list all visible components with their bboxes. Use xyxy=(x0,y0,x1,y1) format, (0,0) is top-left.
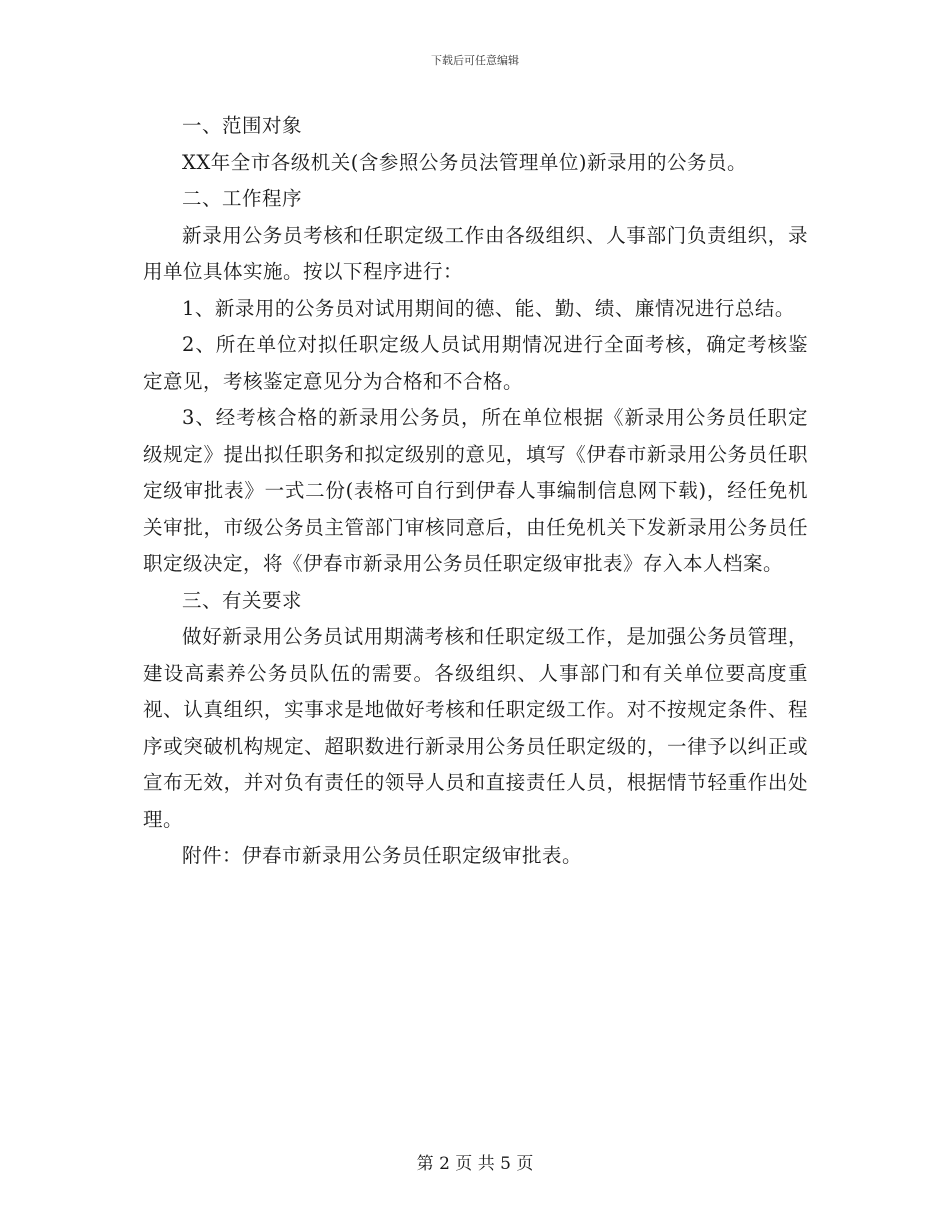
section-heading-procedure: 二、工作程序 xyxy=(182,187,303,210)
attachment-paragraph: 附件：伊春市新录用公务员任职定级审批表。 xyxy=(182,844,583,867)
page-number: 第 2 页 共 5 页 xyxy=(416,1154,534,1174)
procedure-step-2: 2、所在单位对拟任职定级人员试用期情况进行全面考核，确定考核鉴定意见，考核鉴定意见分为合格和不合格。 xyxy=(143,333,808,393)
document-body xyxy=(143,108,808,875)
procedure-intro-paragraph: 新录用公务员考核和任职定级工作由各级组织、人事部门负责组织，录用单位具体实施。按以下程序进行： xyxy=(143,223,808,283)
header-note: 下载后可任意编辑 xyxy=(431,54,519,67)
scope-paragraph: XX年全市各级机关(含参照公务员法管理单位)新录用的公务员。 xyxy=(182,150,747,174)
requirements-paragraph: 做好新录用公务员试用期满考核和任职定级工作，是加强公务员管理，建设高素养公务员队伍的需要。各级组织、人事部门和有关单位要高度重视、认真组织，实事求是地做好考核和任职定级工作。对不按规定条件、程序或突破机构规定、超职数进行新录用公务员任职定级的，一律予以纠正或宣布无效，并对负有责任的领导人员和直接责任人员，根据情节轻重作出处理。 xyxy=(143,625,808,831)
section-heading-requirements: 三、有关要求 xyxy=(182,588,303,612)
procedure-step-1: 1、新录用的公务员对试用期间的德、能、勤、绩、廉情况进行总结。 xyxy=(182,296,795,320)
procedure-step-3: 3、经考核合格的新录用公务员，所在单位根据《新录用公务员任职定级规定》提出拟任职务和拟定级别的意见，填写《伊春市新录用公务员任职定级审批表》一式二份(表格可自行到伊春人事编制信息网下载)，经任免机关审批，市级公务员主管部门审核同意后，由任免机关下发新录用公务员任职定级决定，将《伊春市新录用公务员任职定级审批表》存入本人档案。 xyxy=(143,406,808,575)
section-heading-scope: 一、范围对象 xyxy=(182,114,303,137)
